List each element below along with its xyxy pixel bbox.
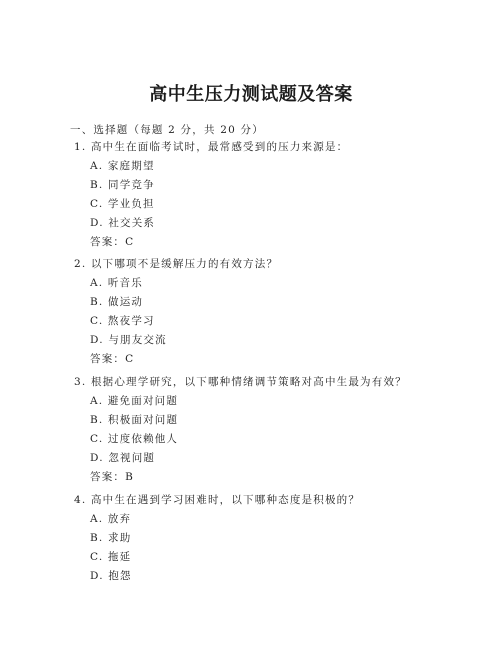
question-1: [74, 138, 348, 252]
question-3: [74, 373, 407, 487]
option-d: D. 忽视问题: [90, 452, 156, 464]
option-a: A. 避免面对问题: [90, 395, 179, 407]
section-heading: 一、选择题（每题 2 分，共 20 分）: [70, 124, 264, 136]
option-a: A. 家庭期望: [90, 160, 155, 172]
option-b: B. 积极面对问题: [90, 414, 179, 426]
answer-text: 答案：C: [90, 353, 135, 365]
option-d: D. 社交关系: [90, 217, 156, 229]
question-stem: 4. 高中生在遇到学习困难时，以下哪种态度是积极的？: [74, 494, 361, 506]
option-b: B. 同学竞争: [90, 179, 155, 191]
document-title: 高中生压力测试题及答案: [149, 84, 353, 105]
option-a: A. 放弃: [90, 513, 132, 525]
question-stem: 3. 根据心理学研究，以下哪种情绪调节策略对高中生最为有效？: [74, 376, 407, 388]
answer-text: 答案：C: [90, 236, 135, 248]
answer-text: 答案：B: [90, 471, 135, 483]
option-c: C. 学业负担: [90, 198, 155, 210]
option-b: B. 求助: [90, 532, 132, 544]
question-stem: 2. 以下哪项不是缓解压力的有效方法？: [74, 258, 279, 270]
question-2: [74, 255, 278, 369]
option-a: A. 听音乐: [90, 277, 143, 289]
option-c: C. 过度依赖他人: [90, 433, 179, 445]
question-stem: 1. 高中生在面临考试时，最常感受到的压力来源是：: [74, 141, 349, 153]
option-c: C. 熬夜学习: [90, 315, 155, 327]
option-b: B. 做运动: [90, 296, 144, 308]
option-d: D. 与朋友交流: [90, 334, 167, 346]
question-4: [74, 491, 360, 586]
option-c: C. 拖延: [90, 551, 132, 563]
option-d: D. 抱怨: [90, 570, 132, 582]
